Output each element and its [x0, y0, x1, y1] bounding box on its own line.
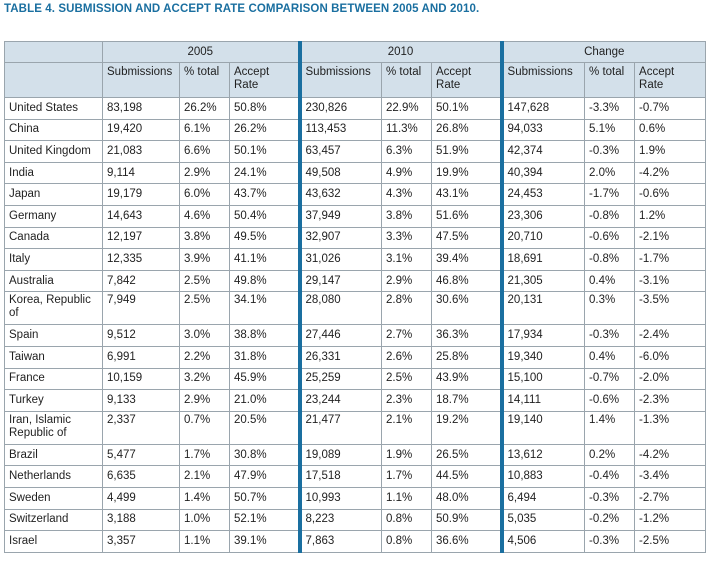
pct-total-2005-cell: 2.1% — [180, 466, 230, 488]
submissions-2005-cell: 9,114 — [103, 162, 180, 184]
submissions-2005-cell: 3,357 — [103, 531, 180, 553]
submissions-2005-cell: 9,133 — [103, 390, 180, 412]
accept-rate-2010-cell: 18.7% — [432, 390, 502, 412]
pct-total-change-cell: 0.4% — [585, 270, 635, 292]
submissions-change-cell: 6,494 — [502, 487, 585, 509]
submissions-2005-cell: 7,842 — [103, 270, 180, 292]
accept-rate-change-cell: -2.7% — [635, 487, 706, 509]
pct-total-change-cell: -0.6% — [585, 227, 635, 249]
table-row — [5, 227, 706, 249]
accept-rate-change-cell: -1.2% — [635, 509, 706, 531]
submissions-2010-cell: 49,508 — [300, 162, 382, 184]
submissions-2010-cell: 113,453 — [300, 119, 382, 141]
accept-rate-2010-cell: 51.6% — [432, 205, 502, 227]
table-title: TABLE 4. SUBMISSION AND ACCEPT RATE COMPARISON BETWEEN 2005 AND 2010. — [4, 3, 480, 15]
accept-rate-2005-cell: 31.8% — [230, 346, 300, 368]
country-cell: Taiwan — [5, 346, 103, 368]
accept-rate-2010-cell: 26.5% — [432, 444, 502, 466]
pct-total-2005-cell: 4.6% — [180, 205, 230, 227]
submissions-2005-cell: 19,179 — [103, 184, 180, 206]
pct-total-change-cell: -0.2% — [585, 509, 635, 531]
pct-total-2005-cell: 1.4% — [180, 487, 230, 509]
pct-total-2005-cell: 3.8% — [180, 227, 230, 249]
group-2010-header: 2010 — [300, 42, 502, 63]
accept-rate-2010-cell: 51.9% — [432, 141, 502, 163]
accept-rate-2005-cell: 21.0% — [230, 390, 300, 412]
pct-total-2010-cell: 22.9% — [382, 98, 432, 120]
table-row — [5, 390, 706, 412]
submissions-2010-cell: 43,632 — [300, 184, 382, 206]
country-cell: Germany — [5, 205, 103, 227]
table-row — [5, 205, 706, 227]
pct-total-2010-cell: 6.3% — [382, 141, 432, 163]
submissions-2005-cell: 12,197 — [103, 227, 180, 249]
submissions-2010-cell: 26,331 — [300, 346, 382, 368]
accept-rate-2010-cell: 48.0% — [432, 487, 502, 509]
submissions-change-cell: 18,691 — [502, 249, 585, 271]
accept-rate-2005-cell: 30.8% — [230, 444, 300, 466]
submissions-change-cell: 19,140 — [502, 411, 585, 444]
accept-rate-change-cell: -2.0% — [635, 368, 706, 390]
accept-rate-2010-cell: 36.6% — [432, 531, 502, 553]
submissions-2010-cell: 25,259 — [300, 368, 382, 390]
accept-rate-2010-cell: 44.5% — [432, 466, 502, 488]
pct-total-change-cell: 0.2% — [585, 444, 635, 466]
table-row — [5, 119, 706, 141]
submissions-2010-cell: 63,457 — [300, 141, 382, 163]
submissions-2010-cell: 230,826 — [300, 98, 382, 120]
country-cell: Netherlands — [5, 466, 103, 488]
pct-total-change-cell: -1.7% — [585, 184, 635, 206]
country-cell: Brazil — [5, 444, 103, 466]
accept-rate-change-cell: -3.5% — [635, 292, 706, 325]
pct-total-change-cell: 5.1% — [585, 119, 635, 141]
column-header-row — [5, 63, 706, 98]
accept-rate-2010-cell: 46.8% — [432, 270, 502, 292]
accept-rate-2005-cell: 34.1% — [230, 292, 300, 325]
country-cell: United Kingdom — [5, 141, 103, 163]
pct-total-change-cell: 1.4% — [585, 411, 635, 444]
submissions-change-cell: 17,934 — [502, 325, 585, 347]
pct-total-2010-cell: 2.7% — [382, 325, 432, 347]
pct-total-2010-cell: 2.5% — [382, 368, 432, 390]
submissions-2005-cell: 6,635 — [103, 466, 180, 488]
accept-rate-change-cell: -2.3% — [635, 390, 706, 412]
pct-total-2010-cell: 3.8% — [382, 205, 432, 227]
submissions-change-cell: 42,374 — [502, 141, 585, 163]
pct-total-2010-cell: 2.8% — [382, 292, 432, 325]
accept-rate-2005-cell: 47.9% — [230, 466, 300, 488]
accept-rate-2005-cell: 20.5% — [230, 411, 300, 444]
accept-rate-2010-cell: 50.9% — [432, 509, 502, 531]
col-change-accept-rate: Accept Rate — [635, 63, 706, 98]
submissions-change-cell: 21,305 — [502, 270, 585, 292]
accept-rate-change-cell: -2.1% — [635, 227, 706, 249]
submissions-2005-cell: 2,337 — [103, 411, 180, 444]
accept-rate-2010-cell: 39.4% — [432, 249, 502, 271]
pct-total-2010-cell: 2.1% — [382, 411, 432, 444]
accept-rate-change-cell: -3.1% — [635, 270, 706, 292]
accept-rate-2005-cell: 49.5% — [230, 227, 300, 249]
accept-rate-change-cell: -4.2% — [635, 444, 706, 466]
country-cell: Italy — [5, 249, 103, 271]
pct-total-change-cell: 2.0% — [585, 162, 635, 184]
pct-total-change-cell: -0.8% — [585, 205, 635, 227]
pct-total-2010-cell: 3.3% — [382, 227, 432, 249]
submissions-2010-cell: 32,907 — [300, 227, 382, 249]
submissions-2005-cell: 7,949 — [103, 292, 180, 325]
pct-total-change-cell: -0.8% — [585, 249, 635, 271]
submissions-2010-cell: 17,518 — [300, 466, 382, 488]
accept-rate-change-cell: -0.6% — [635, 184, 706, 206]
pct-total-2010-cell: 3.1% — [382, 249, 432, 271]
pct-total-2010-cell: 0.8% — [382, 509, 432, 531]
submissions-change-cell: 14,111 — [502, 390, 585, 412]
submissions-change-cell: 23,306 — [502, 205, 585, 227]
pct-total-change-cell: -0.7% — [585, 368, 635, 390]
col-2005-pct-total: % total — [180, 63, 230, 98]
table-row — [5, 444, 706, 466]
pct-total-2010-cell: 11.3% — [382, 119, 432, 141]
accept-rate-2010-cell: 47.5% — [432, 227, 502, 249]
submissions-change-cell: 94,033 — [502, 119, 585, 141]
submissions-change-cell: 40,394 — [502, 162, 585, 184]
pct-total-2005-cell: 3.0% — [180, 325, 230, 347]
accept-rate-2005-cell: 50.7% — [230, 487, 300, 509]
pct-total-change-cell: -0.6% — [585, 390, 635, 412]
submissions-change-cell: 15,100 — [502, 368, 585, 390]
pct-total-2010-cell: 4.9% — [382, 162, 432, 184]
accept-rate-2010-cell: 26.8% — [432, 119, 502, 141]
submissions-change-cell: 10,883 — [502, 466, 585, 488]
table-body — [5, 98, 706, 553]
country-cell: Korea, Republic of — [5, 292, 103, 325]
submissions-2010-cell: 27,446 — [300, 325, 382, 347]
submissions-2010-cell: 10,993 — [300, 487, 382, 509]
table-row — [5, 141, 706, 163]
col-2005-submissions: Submissions — [103, 63, 180, 98]
accept-rate-change-cell: 1.2% — [635, 205, 706, 227]
submissions-2010-cell: 28,080 — [300, 292, 382, 325]
table-row — [5, 411, 706, 444]
pct-total-2005-cell: 6.0% — [180, 184, 230, 206]
table-row — [5, 292, 706, 325]
submissions-change-cell: 4,506 — [502, 531, 585, 553]
submissions-2010-cell: 37,949 — [300, 205, 382, 227]
submissions-2005-cell: 10,159 — [103, 368, 180, 390]
col-2010-pct-total: % total — [382, 63, 432, 98]
group-header-row — [5, 42, 706, 63]
submissions-2005-cell: 4,499 — [103, 487, 180, 509]
accept-rate-2010-cell: 25.8% — [432, 346, 502, 368]
submissions-2005-cell: 19,420 — [103, 119, 180, 141]
col-2005-accept-rate: Accept Rate — [230, 63, 300, 98]
pct-total-change-cell: 0.3% — [585, 292, 635, 325]
table-row — [5, 531, 706, 553]
submissions-2005-cell: 21,083 — [103, 141, 180, 163]
table-row — [5, 466, 706, 488]
table-row — [5, 368, 706, 390]
submissions-2010-cell: 29,147 — [300, 270, 382, 292]
pct-total-change-cell: -0.3% — [585, 487, 635, 509]
accept-rate-change-cell: -4.2% — [635, 162, 706, 184]
country-cell: France — [5, 368, 103, 390]
table-row — [5, 509, 706, 531]
accept-rate-2010-cell: 43.1% — [432, 184, 502, 206]
pct-total-2010-cell: 4.3% — [382, 184, 432, 206]
pct-total-2005-cell: 2.9% — [180, 162, 230, 184]
pct-total-change-cell: -0.3% — [585, 531, 635, 553]
accept-rate-change-cell: -1.3% — [635, 411, 706, 444]
submissions-2010-cell: 19,089 — [300, 444, 382, 466]
pct-total-2005-cell: 3.2% — [180, 368, 230, 390]
accept-rate-change-cell: -6.0% — [635, 346, 706, 368]
accept-rate-2010-cell: 43.9% — [432, 368, 502, 390]
country-header — [5, 42, 103, 63]
country-cell: Sweden — [5, 487, 103, 509]
submissions-change-cell: 147,628 — [502, 98, 585, 120]
pct-total-2005-cell: 1.0% — [180, 509, 230, 531]
pct-total-2010-cell: 1.1% — [382, 487, 432, 509]
submissions-2010-cell: 8,223 — [300, 509, 382, 531]
col-2010-accept-rate: Accept Rate — [432, 63, 502, 98]
pct-total-2010-cell: 1.7% — [382, 466, 432, 488]
submissions-2010-cell: 21,477 — [300, 411, 382, 444]
pct-total-change-cell: -3.3% — [585, 98, 635, 120]
pct-total-2005-cell: 0.7% — [180, 411, 230, 444]
accept-rate-2005-cell: 39.1% — [230, 531, 300, 553]
country-cell: Japan — [5, 184, 103, 206]
country-cell: India — [5, 162, 103, 184]
accept-rate-2010-cell: 50.1% — [432, 98, 502, 120]
group-change-header: Change — [502, 42, 706, 63]
submissions-2005-cell: 12,335 — [103, 249, 180, 271]
table-row — [5, 249, 706, 271]
pct-total-2010-cell: 2.9% — [382, 270, 432, 292]
accept-rate-2010-cell: 36.3% — [432, 325, 502, 347]
country-cell: Iran, Islamic Republic of — [5, 411, 103, 444]
submissions-2010-cell: 23,244 — [300, 390, 382, 412]
group-2005-header: 2005 — [103, 42, 300, 63]
col-change-pct-total: % total — [585, 63, 635, 98]
submissions-2005-cell: 3,188 — [103, 509, 180, 531]
pct-total-2005-cell: 26.2% — [180, 98, 230, 120]
country-cell: United States — [5, 98, 103, 120]
accept-rate-change-cell: -1.7% — [635, 249, 706, 271]
submissions-2005-cell: 9,512 — [103, 325, 180, 347]
country-subheader — [5, 63, 103, 98]
table-row — [5, 270, 706, 292]
submissions-change-cell: 24,453 — [502, 184, 585, 206]
submissions-change-cell: 20,131 — [502, 292, 585, 325]
pct-total-change-cell: -0.3% — [585, 325, 635, 347]
table-row — [5, 98, 706, 120]
accept-rate-2005-cell: 26.2% — [230, 119, 300, 141]
country-cell: Canada — [5, 227, 103, 249]
country-cell: Israel — [5, 531, 103, 553]
submissions-2005-cell: 5,477 — [103, 444, 180, 466]
table-row — [5, 184, 706, 206]
submissions-2005-cell: 14,643 — [103, 205, 180, 227]
accept-rate-2010-cell: 30.6% — [432, 292, 502, 325]
table-row — [5, 487, 706, 509]
pct-total-change-cell: -0.3% — [585, 141, 635, 163]
country-cell: China — [5, 119, 103, 141]
table-row — [5, 325, 706, 347]
col-change-submissions: Submissions — [502, 63, 585, 98]
accept-rate-2010-cell: 19.9% — [432, 162, 502, 184]
submissions-change-cell: 19,340 — [502, 346, 585, 368]
submissions-2010-cell: 31,026 — [300, 249, 382, 271]
table-row — [5, 162, 706, 184]
submissions-change-cell: 5,035 — [502, 509, 585, 531]
accept-rate-2005-cell: 52.1% — [230, 509, 300, 531]
pct-total-change-cell: -0.4% — [585, 466, 635, 488]
pct-total-2005-cell: 6.1% — [180, 119, 230, 141]
pct-total-change-cell: 0.4% — [585, 346, 635, 368]
accept-rate-change-cell: 1.9% — [635, 141, 706, 163]
pct-total-2005-cell: 2.2% — [180, 346, 230, 368]
submissions-2005-cell: 83,198 — [103, 98, 180, 120]
submissions-change-cell: 20,710 — [502, 227, 585, 249]
pct-total-2010-cell: 2.6% — [382, 346, 432, 368]
accept-rate-2005-cell: 24.1% — [230, 162, 300, 184]
country-cell: Turkey — [5, 390, 103, 412]
accept-rate-2005-cell: 45.9% — [230, 368, 300, 390]
country-cell: Australia — [5, 270, 103, 292]
country-cell: Switzerland — [5, 509, 103, 531]
pct-total-2010-cell: 1.9% — [382, 444, 432, 466]
accept-rate-2005-cell: 41.1% — [230, 249, 300, 271]
pct-total-2010-cell: 2.3% — [382, 390, 432, 412]
pct-total-2005-cell: 2.5% — [180, 292, 230, 325]
submissions-2005-cell: 6,991 — [103, 346, 180, 368]
pct-total-2005-cell: 1.1% — [180, 531, 230, 553]
accept-rate-change-cell: 0.6% — [635, 119, 706, 141]
accept-rate-2005-cell: 49.8% — [230, 270, 300, 292]
col-2010-submissions: Submissions — [300, 63, 382, 98]
submissions-2010-cell: 7,863 — [300, 531, 382, 553]
accept-rate-change-cell: -0.7% — [635, 98, 706, 120]
pct-total-2010-cell: 0.8% — [382, 531, 432, 553]
pct-total-2005-cell: 6.6% — [180, 141, 230, 163]
table-row — [5, 346, 706, 368]
pct-total-2005-cell: 1.7% — [180, 444, 230, 466]
accept-rate-2010-cell: 19.2% — [432, 411, 502, 444]
country-cell: Spain — [5, 325, 103, 347]
pct-total-2005-cell: 3.9% — [180, 249, 230, 271]
pct-total-2005-cell: 2.5% — [180, 270, 230, 292]
accept-rate-2005-cell: 50.1% — [230, 141, 300, 163]
accept-rate-change-cell: -2.5% — [635, 531, 706, 553]
accept-rate-2005-cell: 50.4% — [230, 205, 300, 227]
accept-rate-2005-cell: 50.8% — [230, 98, 300, 120]
submissions-change-cell: 13,612 — [502, 444, 585, 466]
comparison-table — [4, 41, 706, 553]
accept-rate-change-cell: -3.4% — [635, 466, 706, 488]
accept-rate-change-cell: -2.4% — [635, 325, 706, 347]
pct-total-2005-cell: 2.9% — [180, 390, 230, 412]
accept-rate-2005-cell: 38.8% — [230, 325, 300, 347]
accept-rate-2005-cell: 43.7% — [230, 184, 300, 206]
